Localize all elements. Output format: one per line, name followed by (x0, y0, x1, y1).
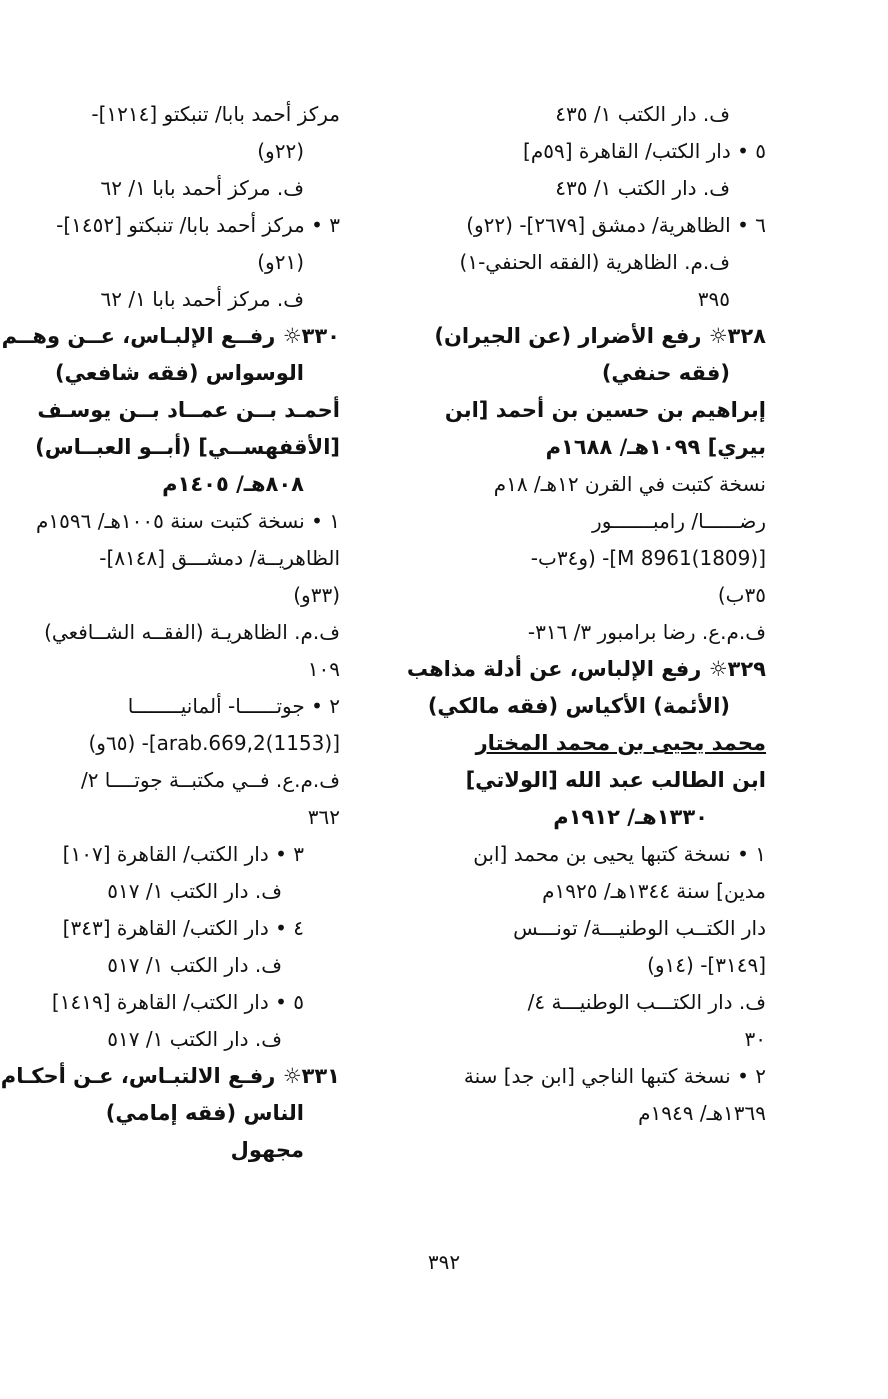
text-line: (٢٢و) (257, 139, 304, 163)
entry-author: ٨٠٨هـ/ ١٤٠٥م (162, 472, 304, 496)
text-line: ١٣٦٩هـ/ ١٩٤٩م (638, 1101, 766, 1125)
text-line: [arab.669,2(1153)]- (٦٥و) (88, 731, 340, 755)
text-line: ف. دار الكتب ١/ ٥١٧ (107, 1027, 282, 1051)
text-line: ٦ • الظاهرية/ دمشق [٢٦٧٩]- (٢٢و) (466, 213, 766, 237)
text-line: ١ • نسخة كتبها يحيى بن محمد [ابن (473, 842, 766, 866)
text-line: (٣٣و) (293, 583, 340, 607)
entry-author: [الأقفهســي] (أبــو العبــاس) (35, 435, 340, 459)
entry-author: محمد يحيى بن محمد المختار (475, 731, 766, 755)
text-line: ف. دار الكتب ١/ ٥١٧ (107, 953, 282, 977)
text-line: ف. مركز أحمد بابا ١/ ٦٢ (100, 176, 304, 200)
text-line: ف.م. الظاهرية (الفقه الحنفي-١) (459, 250, 730, 274)
text-line: ٢ • جوتــــــا- ألمانيــــــــا (127, 694, 340, 718)
text-line: ف.م.ع. رضا برامبور ٣/ ٣١٦- (527, 620, 766, 644)
entry-title: ٣٣١☼ رفـع الالتبـاس، عـن أحكـام (0, 1064, 340, 1088)
text-line: ٥ • دار الكتب/ القاهرة [١٤١٩] (51, 990, 304, 1014)
entry-category: (الأئمة) الأكياس (فقه مالكي) (427, 694, 730, 718)
page-number: ٣٩٢ (427, 1250, 461, 1274)
text-line: مدين] سنة ١٣٤٤هـ/ ١٩٢٥م (542, 879, 766, 903)
left-column (0, 96, 340, 1169)
text-line: رضــــــا/ رامبـــــــور (592, 509, 766, 533)
entry-author: ١٣٣٠هـ/ ١٩١٢م (553, 805, 708, 829)
text-line: ٣٠ (744, 1027, 766, 1051)
text-line: نسخة كتبت في القرن ١٢هـ/ ١٨م (493, 472, 766, 496)
text-line: ٣٥ب) (717, 583, 766, 607)
entry-title: ٣٢٩☼ رفع الإلباس، عن أدلة مذاهب (406, 657, 766, 681)
entry-title: ٣٢٨☼ رفع الأضرار (عن الجيران) (434, 324, 766, 348)
text-line: ف. دار الكتب ١/ ٥١٧ (107, 879, 282, 903)
text-line: ٢ • نسخة كتبها الناجي [ابن جد] سنة (463, 1064, 766, 1088)
text-line: ف. دار الكتب ١/ ٤٣٥ (555, 176, 730, 200)
text-line: ف. دار الكتـــب الوطنيـــة ٤/ (527, 990, 766, 1014)
text-line: ف. مركز أحمد بابا ١/ ٦٢ (100, 287, 304, 311)
text-line: مركز أحمد بابا/ تنبكتو [١٢١٤]- (91, 102, 340, 126)
text-line: ١٠٩ (307, 657, 340, 681)
text-line: [٣١٤٩]- (١٤و) (647, 953, 766, 977)
entry-author: أحمـد بــن عمــاد بــن يوسـف (37, 398, 340, 422)
text-line: ٣٩٥ (697, 287, 730, 311)
text-line: الظاهريــة/ دمشـــق [٨١٤٨]- (99, 546, 340, 570)
entry-author: إبراهيم بن حسين بن أحمد [ابن (444, 398, 766, 422)
entry-title: ٣٣٠☼ رفــع الإلبـاس، عــن وهــم (1, 324, 340, 348)
text-line: ٣ • دار الكتب/ القاهرة [١٠٧] (62, 842, 304, 866)
text-line: ف.م. الظاهريـة (الفقــه الشــافعي) (44, 620, 340, 644)
text-line: ٤ • دار الكتب/ القاهرة [٣٤٣] (62, 916, 304, 940)
text-line: [M 8961(1809)]- (و٣٤ب- (530, 546, 766, 570)
text-line: ٥ • دار الكتب/ القاهرة [٥٩م] (523, 139, 766, 163)
entry-category: (فقه حنفي) (601, 361, 730, 385)
text-line: ٣٦٢ (307, 805, 340, 829)
entry-author: بيري] ١٠٩٩هـ/ ١٦٨٨م (545, 435, 766, 459)
entry-author: مجهول (230, 1138, 304, 1162)
text-line: دار الكتــب الوطنيـــة/ تونـــس (513, 916, 766, 940)
entry-category: الوسواس (فقه شافعي) (54, 361, 304, 385)
text-line: ١ • نسخة كتبت سنة ١٠٠٥هـ/ ١٥٩٦م (36, 509, 340, 533)
text-line: ف. دار الكتب ١/ ٤٣٥ (555, 102, 730, 126)
text-line: ٣ • مركز أحمد بابا/ تنبكتو [١٤٥٢]- (56, 213, 340, 237)
entry-category: الناس (فقه إمامي) (105, 1101, 304, 1125)
right-column (406, 96, 766, 1132)
text-line: ف.م.ع. فــي مكتبــة جوتــــا ٢/ (80, 768, 340, 792)
text-line: (٢١و) (257, 250, 304, 274)
entry-author: ابن الطالب عبد الله [الولاتي] (465, 768, 766, 792)
